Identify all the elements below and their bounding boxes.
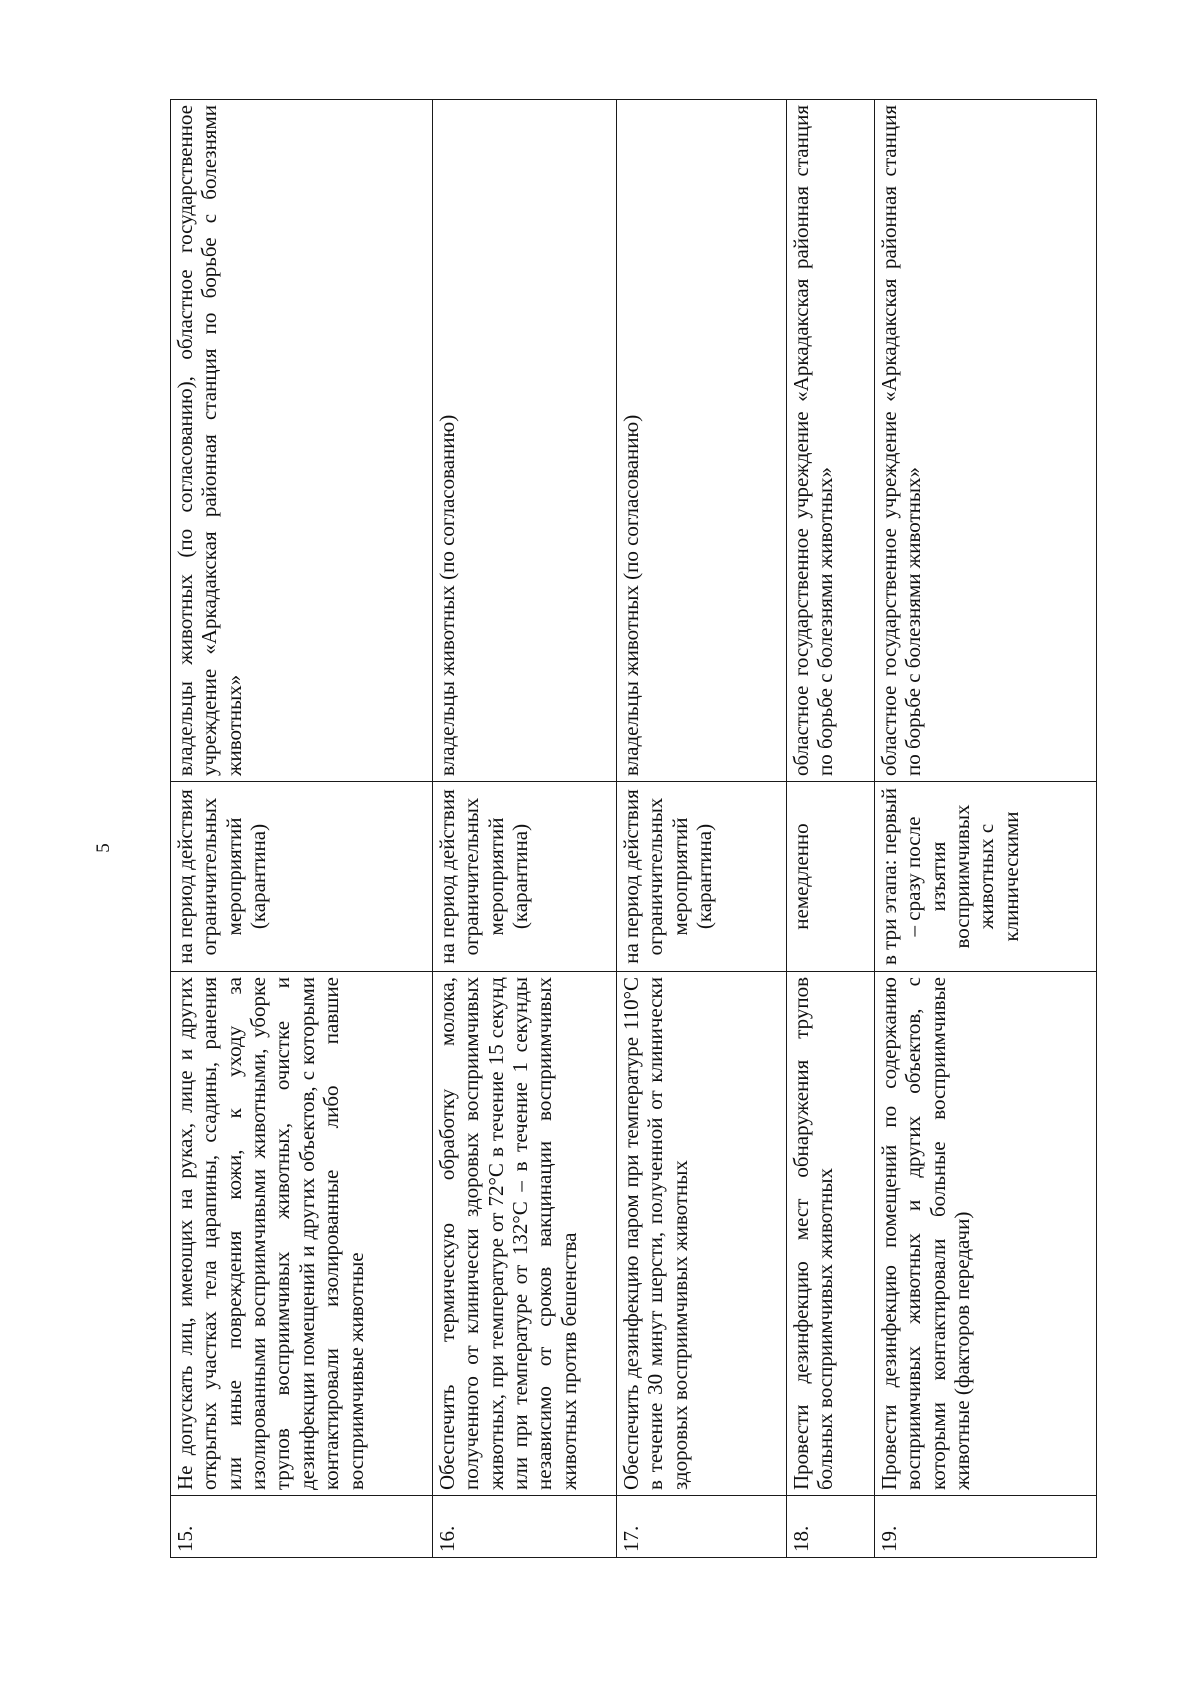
responsible-cell: владельцы животных (по согласованию) (617, 100, 787, 782)
measure-cell: Не допускать лиц, имеющих на руках, лице и других открытых участках тела царапины, ссадины, ранения или иные повреждения кожи, к уходу за изолированными восприимчивыми животными, уборке трупов восприимчивых животных, очистке и дезинфекции помещений и других объектов, с которыми контактировали изолированные либо павшие восприимчивые животные (171, 972, 433, 1496)
page-number: 5 (93, 843, 114, 853)
row-number: 18. (787, 1496, 875, 1558)
row-number: 16. (433, 1496, 617, 1558)
term-cell: немедленно (787, 782, 875, 972)
table-row (787, 100, 875, 1558)
measure-cell: Обеспечить дезинфекцию паром при температуре 110°С в течение 30 минут шерсти, полученной от клинически здоровых восприимчивых животных (617, 972, 787, 1496)
measure-cell: Провести дезинфекцию мест обнаружения трупов больных восприимчивых животных (787, 972, 875, 1496)
measure-cell: Обеспечить термическую обработку молока, полученного от клинически здоровых восприимчивых животных, при температуре от 72°С в течение 15 секунд или при температуре от 132°С – в течение 1 секунды независимо от сроков вакцинации восприимчивых животных против бешенства (433, 972, 617, 1496)
table-row (433, 100, 617, 1558)
row-number: 15. (171, 1496, 433, 1558)
row-number: 17. (617, 1496, 787, 1558)
measure-cell: Провести дезинфекцию помещений по содержанию восприимчивых животных и других объектов, с которыми контактировали больные восприимчивые животные (факторов передачи) (875, 972, 1097, 1496)
table-row (171, 100, 433, 1558)
term-cell: на период действия ограничительных мероприятий (карантина) (171, 782, 433, 972)
responsible-cell: областное государственное учреждение «Аркадакская районная станция по борьбе с болезнями животных» (875, 100, 1097, 782)
measures-table (170, 99, 1097, 1558)
term-cell: на период действия ограничительных мероприятий (карантина) (433, 782, 617, 972)
measures-table-wrapper (170, 100, 1096, 1558)
row-number: 19. (875, 1496, 1097, 1558)
term-cell: на период действия ограничительных мероприятий (карантина) (617, 782, 787, 972)
responsible-cell: владельцы животных (по согласованию) (433, 100, 617, 782)
table-row (875, 100, 1097, 1558)
table-row (617, 100, 787, 1558)
responsible-cell: владельцы животных (по согласованию), областное государственное учреждение «Аркадакская районная станция по борьбе с болезнями животных» (171, 100, 433, 782)
term-cell: в три этапа: первый – сразу после изъятия восприимчивых животных с клиническими (875, 782, 1097, 972)
responsible-cell: областное государственное учреждение «Аркадакская районная станция по борьбе с болезнями животных» (787, 100, 875, 782)
